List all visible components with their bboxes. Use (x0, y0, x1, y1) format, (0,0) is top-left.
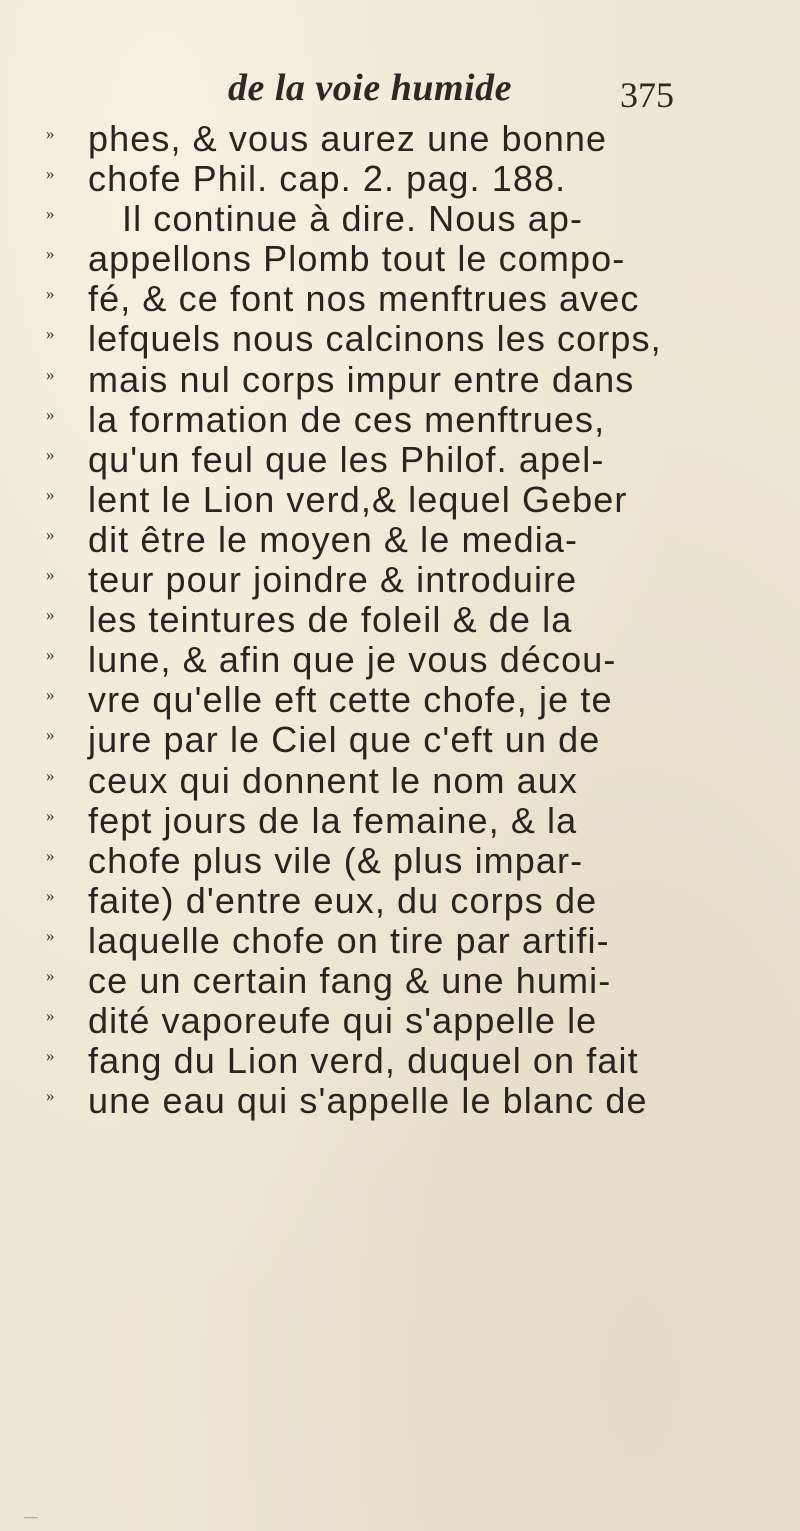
page-header (0, 66, 800, 116)
quotation-marker: » (46, 244, 55, 264)
quotation-marker: » (46, 1046, 55, 1066)
line-text: fé, & ce font nos menftrues avec (88, 278, 640, 320)
line-text: laquelle chofe on tire par artifi- (88, 919, 610, 961)
line-text: Il continue à dire. Nous ap- (122, 198, 584, 240)
text-line (46, 519, 726, 559)
line-text: vre qu'elle eft cette chofe, je te (88, 679, 613, 721)
line-text: dité vaporeufe qui s'appelle le (88, 1000, 598, 1042)
text-line (46, 559, 726, 599)
text-line (46, 359, 726, 399)
page-edge-mark: — (24, 1510, 38, 1525)
quotation-marker: » (46, 645, 55, 665)
line-text: faite) d'entre eux, du corps de (88, 879, 598, 921)
line-text: qu'un feul que les Philof. apel- (88, 438, 605, 480)
quotation-marker: » (46, 685, 55, 705)
text-line (46, 399, 726, 439)
line-text: lefquels nous calcinons les corps, (88, 318, 662, 360)
quotation-marker: » (46, 444, 55, 464)
text-line (46, 960, 726, 1000)
line-text: fept jours de la femaine, & la (88, 799, 578, 841)
quotation-marker: » (46, 364, 55, 384)
quotation-marker: » (46, 605, 55, 625)
text-line (46, 318, 726, 358)
text-line (46, 1040, 726, 1080)
quotation-marker: » (46, 725, 55, 745)
quotation-marker: » (46, 845, 55, 865)
line-text: teur pour joindre & introduire (88, 559, 578, 601)
quotation-marker: » (46, 1006, 55, 1026)
line-text: mais nul corps impur entre dans (88, 358, 635, 400)
line-text: fang du Lion verd, duquel on fait (88, 1040, 639, 1082)
running-title: de la voie humide (228, 67, 512, 109)
body-text (46, 118, 726, 1120)
text-line (46, 920, 726, 960)
line-text: ceux qui donnent le nom aux (88, 759, 579, 801)
line-text: chofe plus vile (& plus impar- (88, 839, 584, 881)
line-text: jure par le Ciel que c'eft un de (88, 719, 601, 761)
text-line (46, 1000, 726, 1040)
quotation-marker: » (46, 124, 55, 143)
text-line (46, 278, 726, 318)
line-text: phes, & vous aurez une bonne (88, 118, 608, 159)
quotation-marker: » (46, 805, 55, 825)
quotation-marker: » (46, 965, 55, 985)
text-line (46, 238, 726, 278)
line-text: lune, & afin que je vous décou- (88, 639, 617, 681)
quotation-marker: » (46, 164, 55, 184)
quotation-marker: » (46, 565, 55, 585)
quotation-marker: » (46, 284, 55, 304)
text-line (46, 679, 726, 719)
line-text: les teintures de foleil & de la (88, 599, 573, 641)
text-line (46, 599, 726, 639)
quotation-marker: » (46, 885, 55, 905)
text-line (46, 1080, 726, 1120)
line-text: appellons Plomb tout le compo- (88, 238, 626, 280)
text-line (46, 198, 726, 238)
text-line (46, 840, 726, 880)
quotation-marker: » (46, 484, 55, 504)
quotation-marker: » (46, 404, 55, 424)
line-text: dit être le moyen & le media- (88, 518, 579, 560)
text-line (46, 760, 726, 800)
text-line (46, 118, 726, 158)
text-line (46, 639, 726, 679)
quotation-marker: » (46, 524, 55, 544)
line-text: lent le Lion verd,& lequel Geber (88, 478, 628, 520)
page-number: 375 (620, 75, 674, 115)
text-line (46, 880, 726, 920)
quotation-marker: » (46, 925, 55, 945)
line-text: chofe Phil. cap. 2. pag. 188. (88, 158, 567, 200)
text-line (46, 479, 726, 519)
quotation-marker: » (46, 204, 55, 224)
line-text: ce un certain fang & une humi- (88, 959, 612, 1001)
quotation-marker: » (46, 324, 55, 344)
quotation-marker: » (46, 765, 55, 785)
text-line (46, 800, 726, 840)
line-text: une eau qui s'appelle le blanc de (88, 1080, 648, 1122)
text-line (46, 719, 726, 759)
text-line (46, 439, 726, 479)
quotation-marker: » (46, 1086, 55, 1106)
text-line (46, 158, 726, 198)
line-text: la formation de ces menftrues, (88, 398, 606, 440)
